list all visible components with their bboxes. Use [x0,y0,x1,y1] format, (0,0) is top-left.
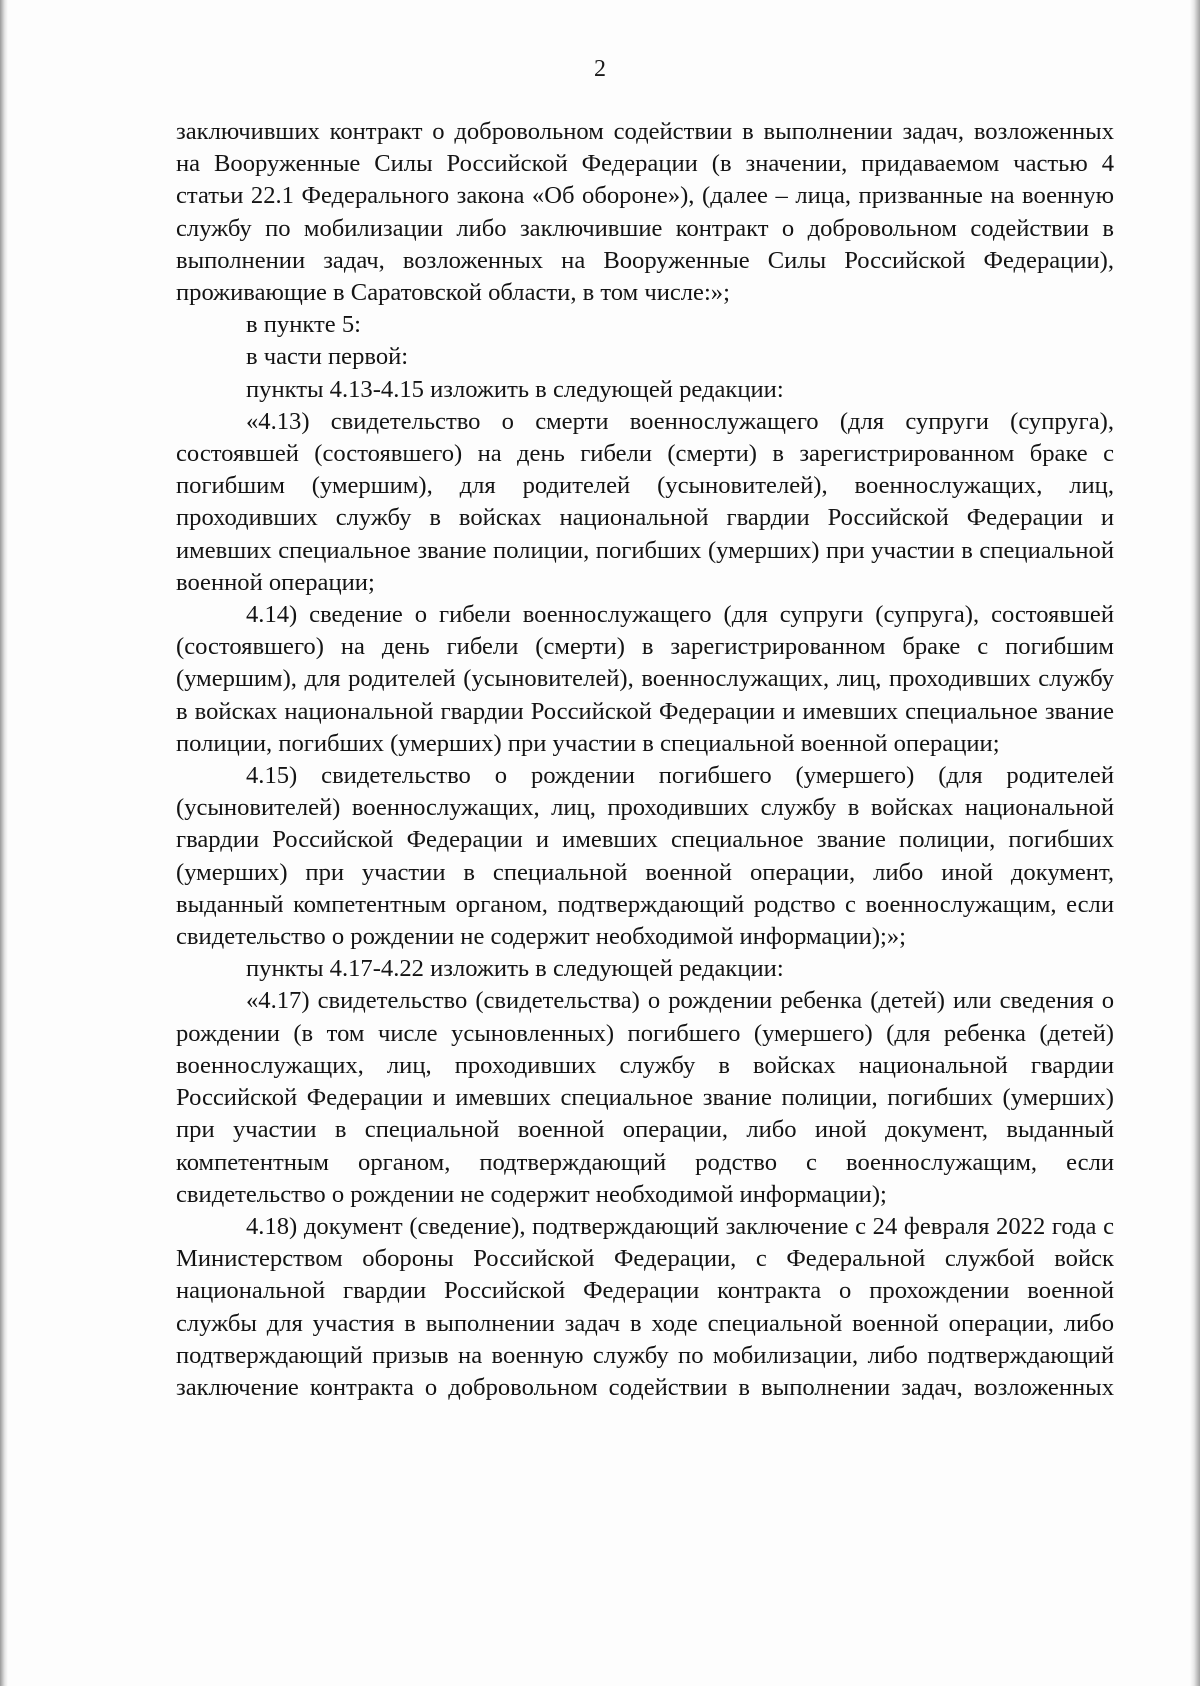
paragraph: 4.15) свидетельство о рождении погибшего (умершего) (для родителей (усыновителей) военнослужащих, лиц, проходивших службу в войсках национальной гвардии Российской Федерации и имевших специальное звание полиции, погибших (умерших) при участии в специальной военной операции, либо иной документ, выданный компетентным органом, подтверждающий родство с военнослужащим, если свидетельство о рождении не содержит необходимой информации);»; [176,762,1114,951]
document-body [176,116,1114,1404]
scan-edge-left [0,0,8,1686]
paragraph: заключивших контракт о добровольном содействии в выполнении задач, возложенных на Вооруженные Силы Российской Федерации (в значении, придаваемом частью 4 статьи 22.1 Федерального закона «Об обороне»), (далее – лица, призванные на военную службу по мобилизации либо заключившие контракт о добровольном содействии в выполнении задач, возложенных на Вооруженные Силы Российской Федерации), проживающие в Саратовской области, в том числе:»; [176,118,1114,307]
paragraph: пункты 4.13-4.15 изложить в следующей редакции: [246,375,784,403]
paragraph: 4.18) документ (сведение), подтверждающий заключение с 24 февраля 2022 года с Министерством обороны Российской Федерации, с Федеральной службой войск национальной гвардии Российской Федерации контракта о прохождении военной службы для участия в выполнении задач в ходе специальной военной операции, либо подтверждающий призыв на военную службу по мобилизации, либо подтверждающий заключение контракта о добровольном содействии в выполнении задач, возложенных [176,1212,1114,1401]
paragraph: «4.17) свидетельство (свидетельства) о рождении ребенка (детей) или сведения о рождении (в том числе усыновленных) погибшего (умершего) (для ребенка (детей) военнослужащих, лиц, проходивших службу в войсках национальной гвардии Российской Федерации и имевших специальное звание полиции, погибших (умерших) при участии в специальной военной операции, либо иной документ, выданный компетентным органом, подтверждающий родство с военнослужащим, если свидетельство о рождении не содержит необходимой информации); [176,987,1114,1208]
page-number: 2 [594,56,606,82]
paragraph: в части первой: [246,343,409,371]
paragraph: «4.13) свидетельство о смерти военнослужащего (для супруги (супруга), состоявшей (состоявшего) на день гибели (смерти) в зарегистрированном браке с погибшим (умершим), для родителей (усыновителей), военнослужащих, лиц, проходивших службу в войсках национальной гвардии Российской Федерации и имевших специальное звание полиции, погибших (умерших) при участии в специальной военной операции; [176,407,1114,596]
paragraph: 4.14) сведение о гибели военнослужащего (для супруги (супруга), состоявшей (состоявшего) на день гибели (смерти) в зарегистрированном браке с погибшим (умершим), для родителей (усыновителей), военнослужащих, лиц, проходивших службу в войсках национальной гвардии Российской Федерации и имевших специальное звание полиции, погибших (умерших) при участии в специальной военной операции; [176,601,1114,757]
paragraph: в пункте 5: [246,311,361,339]
scan-edge-right [1190,0,1200,1686]
paragraph: пункты 4.17-4.22 изложить в следующей редакции: [246,955,784,983]
